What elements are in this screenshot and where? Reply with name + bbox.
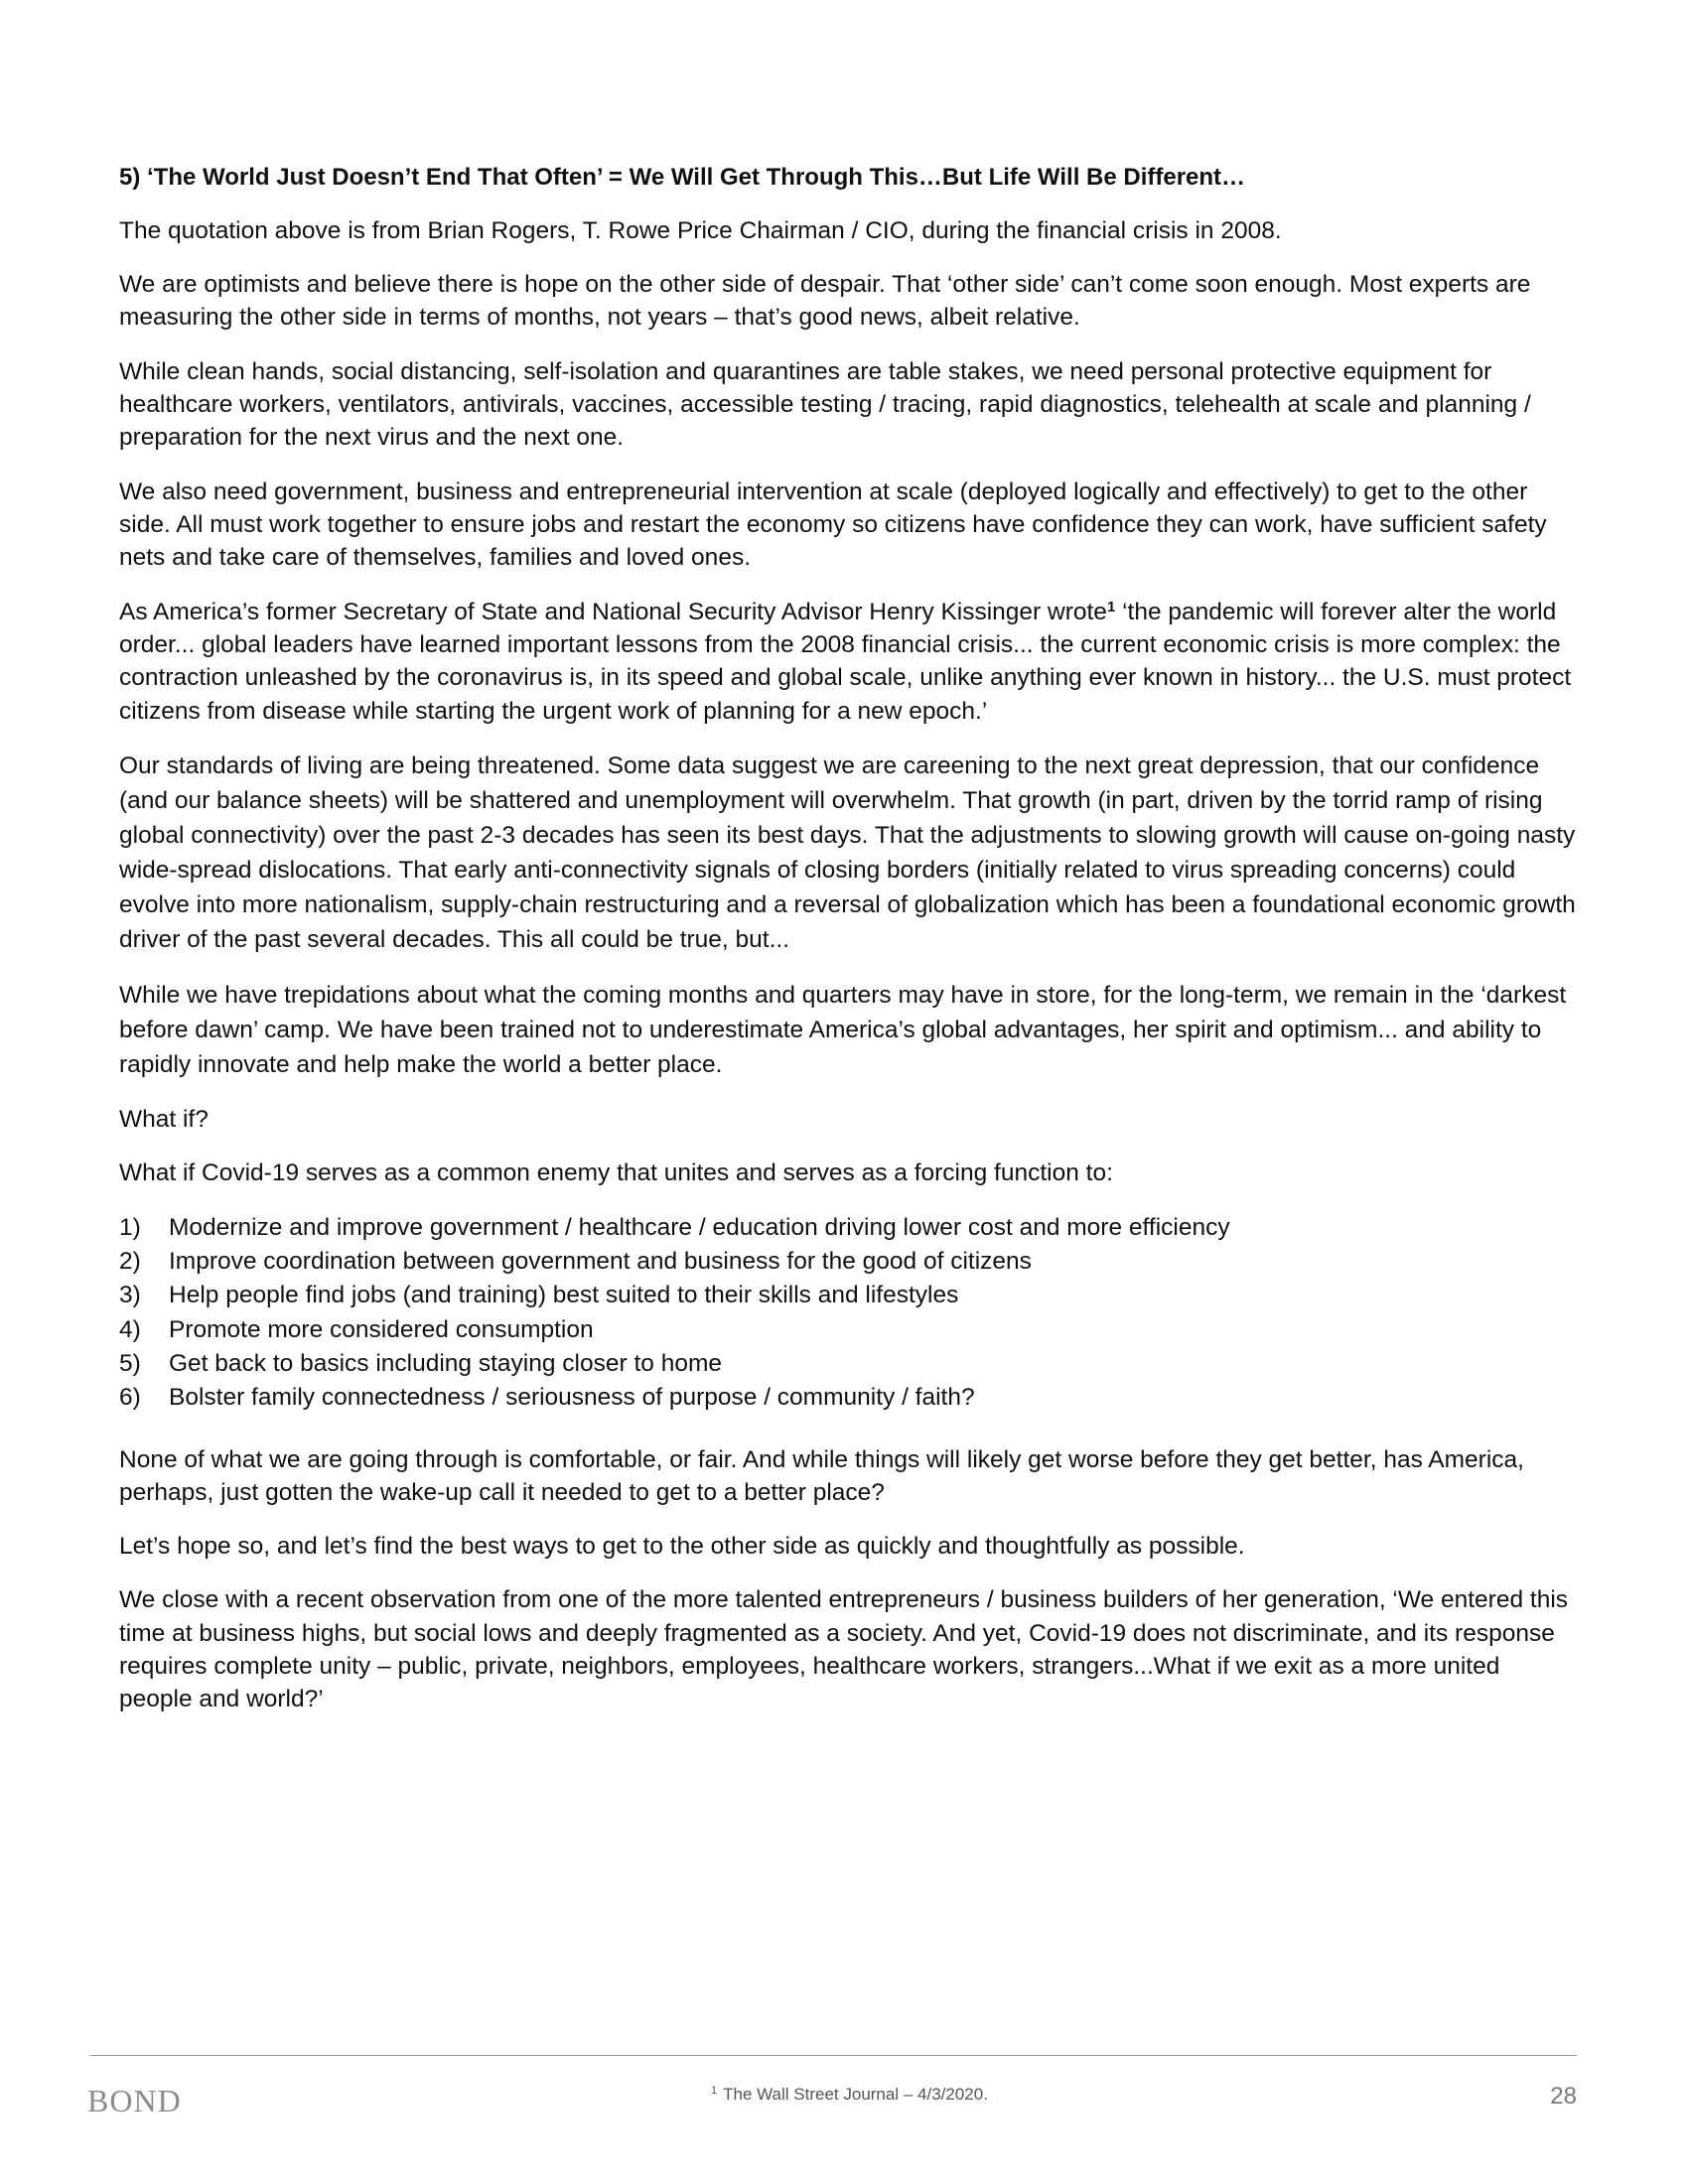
list-item-text: Get back to basics including staying closer to home xyxy=(169,1349,722,1377)
page-number: 28 xyxy=(1550,2083,1577,2110)
paragraph-trepidations: While we have trepidations about what the coming months and quarters may have in store, for the long-term, we remain in the ‘darkest before dawn’ camp. We have been trained not to underestimate America’s global advantages, her spirit and optimism... and ability to rapidly innovate and help make the world a better place. xyxy=(119,982,1567,1079)
list-item-number: 6) xyxy=(119,1384,141,1412)
paragraph-optimists: We are optimists and believe there is hope on the other side of despair. That ‘other side’ can’t come soon enough. Most experts are measuring the other side in terms of months, not years – that’s good news, albeit relative. xyxy=(119,271,1531,332)
list-item-text: Bolster family connectedness / seriousness of purpose / community / faith? xyxy=(169,1384,975,1412)
kissinger-intro: As America’s former Secretary of State and National Security Advisor Henry Kissinger wrote xyxy=(119,598,1107,625)
page-content xyxy=(119,159,1579,1737)
list-item xyxy=(119,1347,1579,1381)
list-item-text: Promote more considered consumption xyxy=(169,1315,594,1343)
paragraph-standards: Our standards of living are being threatened. Some data suggest we are careening to the next great depression, that our confidence (and our balance sheets) will be shattered and unemployment will overwhelm. That growth (in part, driven by the torrid ramp of rising global connectivity) over the past 2-3 decades has seen its best days. That the adjustments to slowing growth will cause on-going nasty wide-spread dislocations. That early anti-connectivity signals of closing borders (initially related to virus spreading concerns) could evolve into more nationalism, supply-chain restructuring and a reversal of globalization which has been a foundational economic growth driver of the past several decades. This all could be true, but... xyxy=(119,751,1576,954)
paragraph-kissinger xyxy=(119,596,1579,728)
footnote-number: 1 xyxy=(711,2085,718,2097)
section-heading: 5) ‘The World Just Doesn’t End That Often’ = We Will Get Through This…But Life Will Be Different… xyxy=(119,164,1246,191)
paragraph-closing-observation: We close with a recent observation from one of the more talented entrepreneurs / business builders of her generation, ‘We entered this time at business highs, but social lows and deeply fragmented as a society. And yet, Covid-19 does not discriminate, and its response requires complete unity – public, private, neighbors, employees, healthcare workers, strangers...What if we exit as a more united people and world?’ xyxy=(119,1586,1569,1713)
kissinger-quote: ‘the pandemic will forever alter the world order... global leaders have learned important lessons from the 2008 financial crisis... the current economic crisis is more complex: the contraction unleashed by the coronavirus is, in its speed and global scale, unlike anything ever known in history... the U.S. must protect citizens from disease while starting the urgent work of planning for a new epoch.’ xyxy=(119,598,1572,725)
list-item-number: 1) xyxy=(119,1213,141,1241)
paragraph-intervention: We also need government, business and entrepreneurial intervention at scale (deployed logically and effectively) to get to the other side. All must work together to ensure jobs and restart the economy so citizens have confidence they can work, have sufficient safety nets and take care of themselves, families and loved ones. xyxy=(119,478,1547,572)
list-item xyxy=(119,1381,1579,1415)
list-item-number: 5) xyxy=(119,1349,141,1377)
list-item xyxy=(119,1313,1579,1347)
footnote-text: The Wall Street Journal – 4/3/2020. xyxy=(723,2085,988,2104)
footnote xyxy=(711,2085,988,2105)
list-item-text: Help people find jobs (and training) best suited to their skills and lifestyles xyxy=(169,1282,959,1309)
list-item xyxy=(119,1279,1579,1312)
list-item-text: Improve coordination between government and business for the good of citizens xyxy=(169,1248,1032,1276)
bond-logo: BOND xyxy=(87,2083,182,2118)
paragraph-quote-source: The quotation above is from Brian Rogers, T. Rowe Price Chairman / CIO, during the financial crisis in 2008. xyxy=(119,216,1282,244)
paragraph-common-enemy: What if Covid-19 serves as a common enemy that unites and serves as a forcing function to: xyxy=(119,1160,1113,1187)
list-item-number: 3) xyxy=(119,1282,141,1309)
list-item-number: 4) xyxy=(119,1315,141,1343)
footer-divider xyxy=(89,2055,1577,2056)
paragraph-hope: Let’s hope so, and let’s find the best ways to get to the other side as quickly and thoughtfully as possible. xyxy=(119,1533,1245,1561)
list-item xyxy=(119,1245,1579,1279)
footnote-marker: 1 xyxy=(1106,598,1116,615)
paragraph-table-stakes: While clean hands, social distancing, self-isolation and quarantines are table stakes, we need personal protective equipment for healthcare workers, ventilators, antivirals, vaccines, accessible testing / tracing, rapid diagnostics, telehealth at scale and planning / preparation for the next virus and the next one. xyxy=(119,357,1531,452)
list-item-number: 2) xyxy=(119,1248,141,1276)
paragraph-wake-up-call: None of what we are going through is comfortable, or fair. And while things will likely get worse before they get better, has America, perhaps, just gotten the wake-up call it needed to get to a better place? xyxy=(119,1445,1524,1506)
forcing-function-list xyxy=(119,1211,1579,1416)
list-item xyxy=(119,1211,1579,1245)
paragraph-what-if: What if? xyxy=(119,1106,209,1134)
list-item-text: Modernize and improve government / healthcare / education driving lower cost and more efficiency xyxy=(169,1213,1230,1241)
